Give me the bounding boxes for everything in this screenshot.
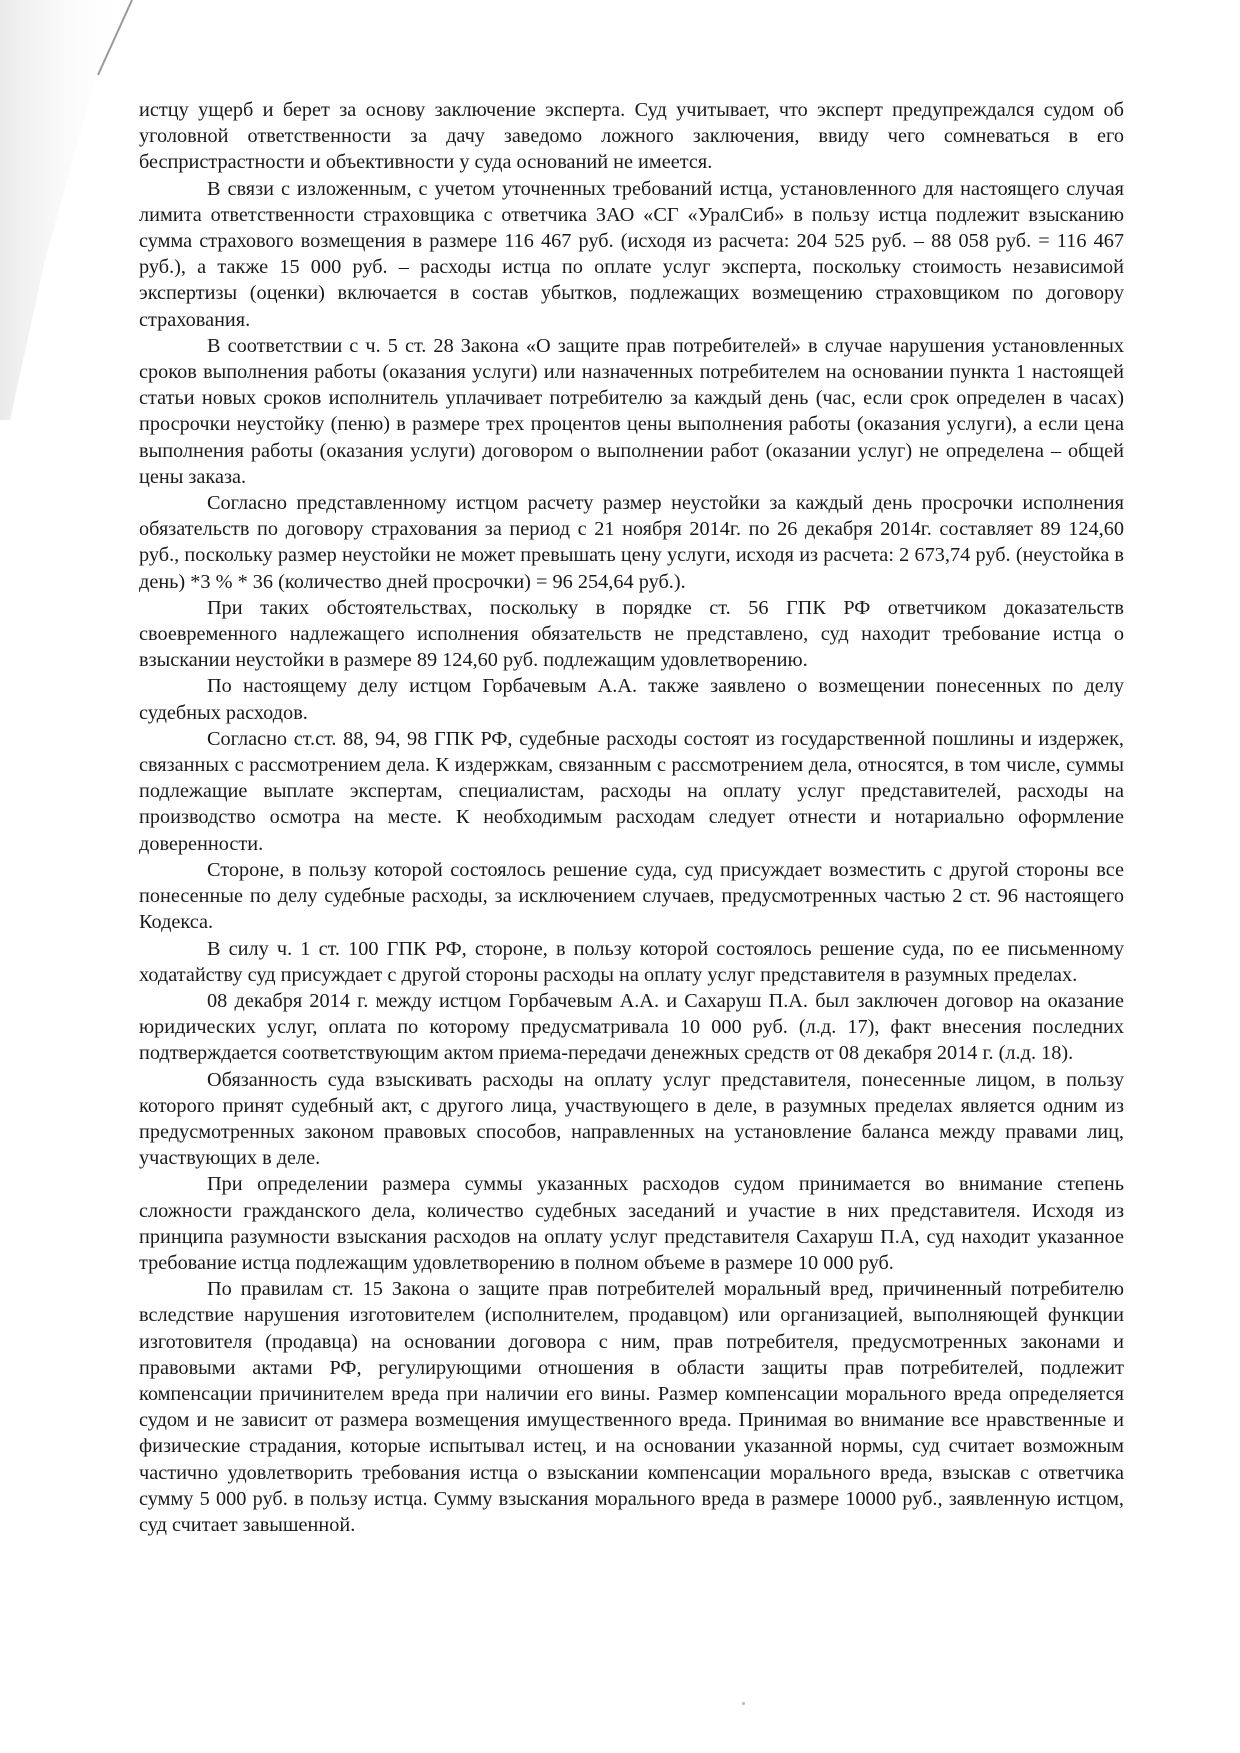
paragraph-5: При таких обстоятельствах, поскольку в порядке ст. 56 ГПК РФ ответчиком доказательств своевременного надлежащего исполнения обязательств не представлено, суд находит требование истца о взыскании неустойки в размере 89 124,60 руб. подлежащим удовлетворению. <box>139 596 1124 672</box>
document-body <box>139 97 1124 1538</box>
paragraph-11: Обязанность суда взыскивать расходы на оплату услуг представителя, понесенные лицом, в пользу которого принят судебный акт, с другого лица, участвующего в деле, в разумных пределах является одним из предусмотренных законом правовых способов, направленных на установление баланса между правами лиц, участвующих в деле. <box>139 1068 1124 1170</box>
paragraph-2: В связи с изложенным, с учетом уточненных требований истца, установленного для настоящего случая лимита ответственности страховщика с ответчика ЗАО «СГ «УралСиб» в пользу истца подлежит взысканию сумма страхового возмещения в размере 116 467 руб. (исходя из расчета: 204 525 руб. – 88 058 руб. = 116 467 руб.), а также 15 000 руб. – расходы истца по оплате услуг эксперта, поскольку стоимость независимой экспертизы (оценки) включается в состав убытков, подлежащих возмещению страховщиком по договору страхования. <box>139 177 1124 331</box>
paragraph-4: Согласно представленному истцом расчету размер неустойки за каждый день просрочки исполнения обязательств по договору страхования за период с 21 ноября 2014г. по 26 декабря 2014г. составляет 89 124,60 руб., поскольку размер неустойки не может превышать цену услуги, исходя из расчета: 2 673,74 руб. (неустойка в день) *3 % * 36 (количество дней просрочки) = 96 254,64 руб.). <box>139 492 1124 593</box>
paragraph-8: Стороне, в пользу которой состоялось решение суда, суд присуждает возместить с другой стороны все понесенные по делу судебные расходы, за исключением случаев, предусмотренных частью 2 ст. 96 настоящего Кодекса. <box>139 858 1124 934</box>
paragraph-7: Согласно ст.ст. 88, 94, 98 ГПК РФ, судебные расходы состоят из государственной пошлины и издержек, связанных с рассмотрением дела. К издержкам, связанным с рассмотрением дела, относятся, в том числе, суммы подлежащие выплате экспертам, специалистам, расходы на оплату услуг представителей, расходы на производство осмотра на месте. К необходимым расходам следует отнести и нотариально оформление доверенности. <box>139 727 1124 855</box>
paragraph-13: По правилам ст. 15 Закона о защите прав потребителей моральный вред, причиненный потребителю вследствие нарушения изготовителем (исполнителем, продавцом) или организацией, выполняющей функции изготовителя (продавца) на основании договора с ним, прав потребителя, предусмотренных законами и правовыми актами РФ, регулирующими отношения в области защиты прав потребителей, подлежит компенсации причинителем вреда при наличии его вины. Размер компенсации морального вреда определяется судом и не зависит от размера возмещения имущественного вреда. Принимая во внимание все нравственные и физические страдания, которые испытывал истец, и на основании указанной нормы, суд считает возможным частично удовлетворить требования истца о взыскании компенсации морального вреда, взыскав с ответчика сумму 5 000 руб. в пользу истца. Сумму взыскания морального вреда в размере 10000 руб., заявленную истцом, суд считает завышенной. <box>139 1278 1124 1536</box>
scan-speck <box>742 1702 745 1705</box>
paragraph-6: По настоящему делу истцом Горбачевым А.А. также заявлено о возмещении понесенных по делу судебных расходов. <box>139 675 1124 724</box>
paragraph-10: 08 декабря 2014 г. между истцом Горбачевым А.А. и Сахаруш П.А. был заключен договор на оказание юридических услуг, оплата по которому предусматривала 10 000 руб. (л.д. 17), факт внесения последних подтверждается соответствующим актом приема-передачи денежных средств от 08 декабря 2014 г. (л.д. 18). <box>139 989 1124 1065</box>
scan-edge-shadow <box>0 0 150 420</box>
paragraph-12: При определении размера суммы указанных расходов судом принимается во внимание степень сложности гражданского дела, количество судебных заседаний и участие в них представителя. Исходя из принципа разумности взыскания расходов на оплату услуг представителя Сахаруш П.А, суд находит указанное требование истца подлежащим удовлетворению в полном объеме в размере 10 000 руб. <box>139 1173 1124 1274</box>
paragraph-3: В соответствии с ч. 5 ст. 28 Закона «О защите прав потребителей» в случае нарушения установленных сроков выполнения работы (оказания услуги) или назначенных потребителем на основании пункта 1 настоящей статьи новых сроков исполнитель уплачивает потребителю за каждый день (час, если срок определен в часах) просрочки неустойку (пеню) в размере трех процентов цены выполнения работы (оказания услуги), а если цена выполнения работы (оказания услуги) договором о выполнении работ (оказании услуг) не определена – общей цены заказа. <box>139 334 1124 488</box>
paragraph-1: истцу ущерб и берет за основу заключение эксперта. Суд учитывает, что эксперт предупреждался судом об уголовной ответственности за дачу заведомо ложного заключения, ввиду чего сомневаться в его беспристрастности и объективности у суда оснований не имеется. <box>139 99 1124 174</box>
paragraph-9: В силу ч. 1 ст. 100 ГПК РФ, стороне, в пользу которой состоялось решение суда, по ее письменному ходатайству суд присуждает с другой стороны расходы на оплату услуг представителя в разумных пределах. <box>139 937 1124 986</box>
